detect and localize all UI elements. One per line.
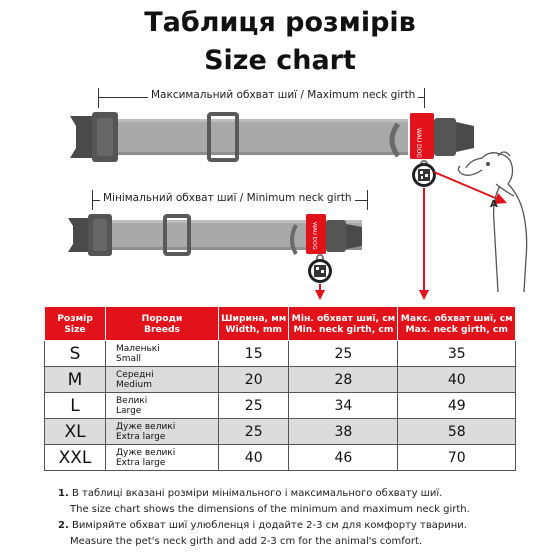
cell-min: 46	[289, 445, 398, 471]
header-width: Ширина, мм Width, mm	[219, 307, 289, 341]
collar-max	[70, 112, 474, 187]
cell-max: 58	[398, 419, 516, 445]
max-girth-label: Максимальний обхват шиї / Maximum neck girth	[148, 89, 418, 101]
cell-size: XXL	[45, 445, 106, 471]
cell-width: 25	[219, 419, 289, 445]
svg-text:WAU DOG: WAU DOG	[311, 222, 317, 250]
table-row	[45, 367, 516, 393]
cell-max: 35	[398, 341, 516, 367]
title-english: Size chart	[204, 45, 356, 76]
cell-width: 15	[219, 341, 289, 367]
cell-breed: Маленькі Small	[106, 341, 219, 367]
header-max-girth: Макс. обхват шиї, см Max. neck girth, cm	[398, 307, 516, 341]
header-size: Розмір Size	[45, 307, 106, 341]
cell-max: 49	[398, 393, 516, 419]
cell-width: 40	[219, 445, 289, 471]
cell-breed: Середні Medium	[106, 367, 219, 393]
table-row	[45, 393, 516, 419]
note-2-en: Measure the pet's neck girth and add 2-3 cm for the animal's comfort.	[70, 536, 423, 547]
note-2: 2. Виміряйте обхват шиї улюбленця і додайте 2-3 см для комфорту тварини.	[58, 520, 467, 531]
cell-size: XL	[45, 419, 106, 445]
cell-min: 34	[289, 393, 398, 419]
cell-max: 40	[398, 367, 516, 393]
min-girth-label: Мінімальний обхват шиї / Minimum neck girth	[100, 192, 355, 204]
header-min-girth: Мін. обхват шиї, см Min. neck girth, cm	[289, 307, 398, 341]
cell-breed: Дуже великі Extra large	[106, 419, 219, 445]
cell-width: 20	[219, 367, 289, 393]
dog-marker-letter: A	[490, 199, 498, 210]
cell-max: 70	[398, 445, 516, 471]
dog-outline	[458, 152, 526, 292]
size-table	[44, 306, 516, 471]
cell-size: L	[45, 393, 106, 419]
svg-text:WAU DOG: WAU DOG	[415, 128, 422, 158]
note-1-en: The size chart shows the dimensions of the minimum and maximum neck girth.	[70, 504, 470, 515]
table-row	[45, 341, 516, 367]
table-row	[45, 419, 516, 445]
header-breeds: Породи Breeds	[106, 307, 219, 341]
notes	[58, 486, 548, 550]
cell-width: 25	[219, 393, 289, 419]
cell-breed: Великі Large	[106, 393, 219, 419]
cell-breed: Дуже великі Extra large	[106, 445, 219, 471]
cell-min: 28	[289, 367, 398, 393]
note-1: 1. В таблиці вказані розміри мінімального і максимального обхвату шиї.	[58, 488, 443, 499]
title-ukrainian: Таблиця розмірів	[144, 7, 416, 38]
cell-min: 25	[289, 341, 398, 367]
cell-size: S	[45, 341, 106, 367]
collar-min	[68, 214, 362, 283]
table-header-row	[45, 307, 516, 341]
cell-min: 38	[289, 419, 398, 445]
cell-size: M	[45, 367, 106, 393]
table-row	[45, 445, 516, 471]
